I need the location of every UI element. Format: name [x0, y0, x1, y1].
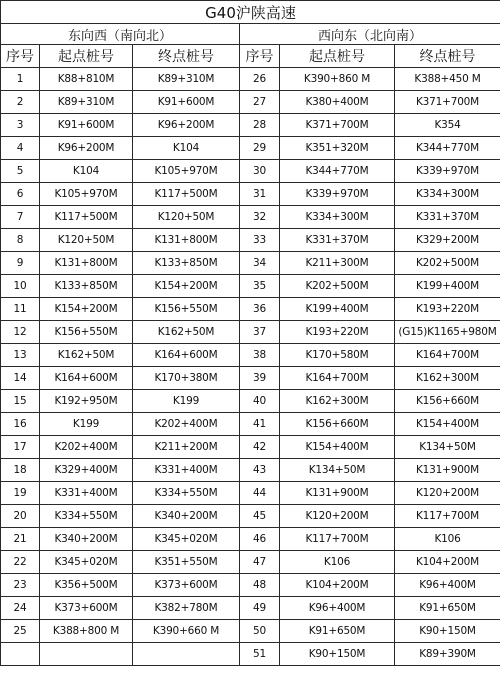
cell-index-left[interactable]: 15	[1, 390, 40, 413]
cell-start-stake-left[interactable]: K105+970M	[40, 183, 133, 206]
cell-index-left[interactable]: 12	[1, 321, 40, 344]
cell-index-left[interactable]: 13	[1, 344, 40, 367]
table-title[interactable]: G40沪陕高速	[1, 1, 500, 24]
header-end-right[interactable]: 终点桩号	[395, 45, 500, 68]
table-row	[1, 505, 500, 528]
cell-end-stake-right[interactable]: K354	[395, 114, 500, 137]
cell-end-stake-left[interactable]: K340+200M	[133, 505, 240, 528]
cell-index-left[interactable]: 18	[1, 459, 40, 482]
cell-start-stake-left[interactable]: K162+50M	[40, 344, 133, 367]
header-row	[1, 45, 500, 68]
cell-index-right[interactable]: 27	[240, 91, 280, 114]
table-row	[1, 137, 500, 160]
cell-start-stake-left[interactable]: K117+500M	[40, 206, 133, 229]
cell-index-right[interactable]: 42	[240, 436, 280, 459]
cell-start-stake-right[interactable]: K344+770M	[280, 160, 395, 183]
cell-index-right[interactable]: 40	[240, 390, 280, 413]
cell-start-stake-left[interactable]: K154+200M	[40, 298, 133, 321]
cell-start-stake-left[interactable]: K131+800M	[40, 252, 133, 275]
table-row	[1, 367, 500, 390]
cell-index-right[interactable]: 29	[240, 137, 280, 160]
cell-end-stake-right[interactable]: K90+150M	[395, 620, 500, 643]
cell-start-stake-left[interactable]: K96+200M	[40, 137, 133, 160]
cell-end-stake-right[interactable]: K334+300M	[395, 183, 500, 206]
cell-start-stake-right[interactable]: K96+400M	[280, 597, 395, 620]
cell-end-stake-left[interactable]: K162+50M	[133, 321, 240, 344]
cell-end-stake-right[interactable]: K193+220M	[395, 298, 500, 321]
cell-start-stake-left[interactable]: K133+850M	[40, 275, 133, 298]
cell-start-stake-right[interactable]: K331+370M	[280, 229, 395, 252]
cell-start-stake-left[interactable]: K373+600M	[40, 597, 133, 620]
cell-start-stake-right[interactable]: K91+650M	[280, 620, 395, 643]
cell-index-right[interactable]: 35	[240, 275, 280, 298]
cell-end-stake-left[interactable]: K120+50M	[133, 206, 240, 229]
direction-row	[1, 24, 500, 45]
cell-start-stake-left[interactable]: K192+950M	[40, 390, 133, 413]
cell-index-right[interactable]: 34	[240, 252, 280, 275]
cell-index-left[interactable]: 9	[1, 252, 40, 275]
cell-start-stake-right[interactable]: K164+700M	[280, 367, 395, 390]
cell-index-right[interactable]: 46	[240, 528, 280, 551]
header-end-left[interactable]: 终点桩号	[133, 45, 240, 68]
header-start-left[interactable]: 起点桩号	[40, 45, 133, 68]
cell-index-left[interactable]: 19	[1, 482, 40, 505]
cell-end-stake-right[interactable]: K199+400M	[395, 275, 500, 298]
cell-end-stake-right[interactable]: K117+700M	[395, 505, 500, 528]
cell-index-right[interactable]: 33	[240, 229, 280, 252]
table-row	[1, 574, 500, 597]
cell-start-stake-left[interactable]: K156+550M	[40, 321, 133, 344]
cell-end-stake-right[interactable]: K134+50M	[395, 436, 500, 459]
table-row	[1, 160, 500, 183]
cell-start-stake-right[interactable]: K117+700M	[280, 528, 395, 551]
table-row	[1, 114, 500, 137]
title-row	[1, 1, 500, 24]
cell-end-stake-right[interactable]: K202+500M	[395, 252, 500, 275]
table-row	[1, 620, 500, 643]
cell-index-right[interactable]: 41	[240, 413, 280, 436]
cell-end-stake-left[interactable]: K199	[133, 390, 240, 413]
cell-index-left[interactable]: 20	[1, 505, 40, 528]
cell-end-stake-right[interactable]: K388+450 M	[395, 68, 500, 91]
cell-end-stake-left[interactable]: K331+400M	[133, 459, 240, 482]
cell-index-right[interactable]: 37	[240, 321, 280, 344]
cell-index-right[interactable]: 50	[240, 620, 280, 643]
cell-index-right[interactable]: 36	[240, 298, 280, 321]
cell-start-stake-right[interactable]: K211+300M	[280, 252, 395, 275]
cell-index-right[interactable]: 48	[240, 574, 280, 597]
cell-end-stake-left[interactable]: K373+600M	[133, 574, 240, 597]
cell-index-right[interactable]: 43	[240, 459, 280, 482]
cell-start-stake-left[interactable]: K334+550M	[40, 505, 133, 528]
cell-index-left[interactable]: 7	[1, 206, 40, 229]
cell-start-stake-right[interactable]: K193+220M	[280, 321, 395, 344]
direction-left[interactable]: 东向西（南向北）	[1, 24, 240, 45]
cell-index-right[interactable]: 39	[240, 367, 280, 390]
cell-index-left[interactable]: 5	[1, 160, 40, 183]
cell-end-stake-left[interactable]: K154+200M	[133, 275, 240, 298]
cell-start-stake-left[interactable]: K329+400M	[40, 459, 133, 482]
cell-end-stake-left[interactable]: K164+600M	[133, 344, 240, 367]
cell-start-stake-right[interactable]: K90+150M	[280, 643, 395, 666]
table-row	[1, 206, 500, 229]
cell-index-right[interactable]: 51	[240, 643, 280, 666]
cell-index-left[interactable]	[1, 643, 40, 666]
cell-end-stake-right[interactable]: K89+390M	[395, 643, 500, 666]
table-row	[1, 183, 500, 206]
cell-start-stake-right[interactable]: K156+660M	[280, 413, 395, 436]
cell-end-stake-right[interactable]: K154+400M	[395, 413, 500, 436]
table-row	[1, 275, 500, 298]
table-row	[1, 390, 500, 413]
cell-start-stake-left[interactable]: K91+600M	[40, 114, 133, 137]
cell-start-stake-left[interactable]: K356+500M	[40, 574, 133, 597]
cell-index-left[interactable]: 10	[1, 275, 40, 298]
cell-end-stake-left[interactable]: K105+970M	[133, 160, 240, 183]
cell-end-stake-right[interactable]: K339+970M	[395, 160, 500, 183]
cell-index-left[interactable]: 14	[1, 367, 40, 390]
cell-index-right[interactable]: 38	[240, 344, 280, 367]
cell-end-stake-left[interactable]: K390+660 M	[133, 620, 240, 643]
cell-end-stake-left[interactable]: K117+500M	[133, 183, 240, 206]
cell-start-stake-right[interactable]: K339+970M	[280, 183, 395, 206]
cell-end-stake-left[interactable]	[133, 643, 240, 666]
cell-start-stake-right[interactable]: K334+300M	[280, 206, 395, 229]
header-start-right[interactable]: 起点桩号	[280, 45, 395, 68]
cell-end-stake-left[interactable]: K211+200M	[133, 436, 240, 459]
cell-index-left[interactable]: 24	[1, 597, 40, 620]
cell-index-left[interactable]: 1	[1, 68, 40, 91]
cell-end-stake-right[interactable]: K104+200M	[395, 551, 500, 574]
table-row	[1, 68, 500, 91]
cell-end-stake-right[interactable]: K162+300M	[395, 367, 500, 390]
cell-start-stake-right[interactable]: K199+400M	[280, 298, 395, 321]
table-row	[1, 229, 500, 252]
cell-end-stake-left[interactable]: K133+850M	[133, 252, 240, 275]
cell-end-stake-left[interactable]: K345+020M	[133, 528, 240, 551]
cell-index-right[interactable]: 49	[240, 597, 280, 620]
table-row	[1, 528, 500, 551]
cell-index-left[interactable]: 6	[1, 183, 40, 206]
cell-end-stake-left[interactable]: K104	[133, 137, 240, 160]
cell-start-stake-right[interactable]: K134+50M	[280, 459, 395, 482]
cell-index-left[interactable]: 25	[1, 620, 40, 643]
header-index-right[interactable]: 序号	[240, 45, 280, 68]
cell-start-stake-right[interactable]: K351+320M	[280, 137, 395, 160]
cell-start-stake-left[interactable]: K199	[40, 413, 133, 436]
table-row	[1, 252, 500, 275]
cell-index-left[interactable]: 8	[1, 229, 40, 252]
cell-index-left[interactable]: 16	[1, 413, 40, 436]
cell-end-stake-left[interactable]: K202+400M	[133, 413, 240, 436]
cell-index-left[interactable]: 21	[1, 528, 40, 551]
table-row	[1, 551, 500, 574]
cell-index-right[interactable]: 28	[240, 114, 280, 137]
cell-start-stake-left[interactable]: K345+020M	[40, 551, 133, 574]
cell-start-stake-left[interactable]: K388+800 M	[40, 620, 133, 643]
table-row	[1, 91, 500, 114]
table-row	[1, 436, 500, 459]
cell-start-stake-right[interactable]: K202+500M	[280, 275, 395, 298]
cell-start-stake-left[interactable]: K331+400M	[40, 482, 133, 505]
cell-index-left[interactable]: 4	[1, 137, 40, 160]
cell-start-stake-right[interactable]: K106	[280, 551, 395, 574]
cell-start-stake-left[interactable]: K340+200M	[40, 528, 133, 551]
cell-end-stake-left[interactable]: K96+200M	[133, 114, 240, 137]
cell-index-right[interactable]: 47	[240, 551, 280, 574]
cell-end-stake-left[interactable]: K89+310M	[133, 68, 240, 91]
cell-index-right[interactable]: 45	[240, 505, 280, 528]
cell-index-left[interactable]: 17	[1, 436, 40, 459]
cell-end-stake-left[interactable]: K382+780M	[133, 597, 240, 620]
cell-index-right[interactable]: 44	[240, 482, 280, 505]
cell-end-stake-right[interactable]: K371+700M	[395, 91, 500, 114]
cell-start-stake-left[interactable]	[40, 643, 133, 666]
cell-end-stake-right[interactable]: K120+200M	[395, 482, 500, 505]
table-row	[1, 413, 500, 436]
cell-start-stake-right[interactable]: K380+400M	[280, 91, 395, 114]
cell-start-stake-right[interactable]: K104+200M	[280, 574, 395, 597]
table-row	[1, 321, 500, 344]
cell-index-left[interactable]: 22	[1, 551, 40, 574]
cell-index-right[interactable]: 32	[240, 206, 280, 229]
cell-start-stake-left[interactable]: K202+400M	[40, 436, 133, 459]
cell-end-stake-left[interactable]: K334+550M	[133, 482, 240, 505]
cell-end-stake-right[interactable]: K96+400M	[395, 574, 500, 597]
cell-index-left[interactable]: 23	[1, 574, 40, 597]
direction-right[interactable]: 西向东（北向南）	[240, 24, 500, 45]
table-row	[1, 597, 500, 620]
cell-end-stake-left[interactable]: K156+550M	[133, 298, 240, 321]
cell-end-stake-left[interactable]: K131+800M	[133, 229, 240, 252]
cell-end-stake-right[interactable]: K91+650M	[395, 597, 500, 620]
cell-end-stake-right[interactable]: K131+900M	[395, 459, 500, 482]
cell-start-stake-right[interactable]: K120+200M	[280, 505, 395, 528]
cell-end-stake-right[interactable]: K344+770M	[395, 137, 500, 160]
cell-start-stake-right[interactable]: K154+400M	[280, 436, 395, 459]
cell-start-stake-left[interactable]: K120+50M	[40, 229, 133, 252]
table-row	[1, 298, 500, 321]
cell-index-left[interactable]: 11	[1, 298, 40, 321]
cell-start-stake-right[interactable]: K170+580M	[280, 344, 395, 367]
cell-end-stake-right[interactable]: K164+700M	[395, 344, 500, 367]
cell-start-stake-right[interactable]: K371+700M	[280, 114, 395, 137]
header-index-left[interactable]: 序号	[1, 45, 40, 68]
cell-start-stake-left[interactable]: K164+600M	[40, 367, 133, 390]
cell-end-stake-right[interactable]: K329+200M	[395, 229, 500, 252]
cell-end-stake-right[interactable]: K106	[395, 528, 500, 551]
cell-end-stake-left[interactable]: K91+600M	[133, 91, 240, 114]
cell-end-stake-left[interactable]: K170+380M	[133, 367, 240, 390]
cell-start-stake-left[interactable]: K88+810M	[40, 68, 133, 91]
cell-end-stake-right[interactable]: K331+370M	[395, 206, 500, 229]
cell-start-stake-left[interactable]: K89+310M	[40, 91, 133, 114]
cell-start-stake-left[interactable]: K104	[40, 160, 133, 183]
cell-start-stake-right[interactable]: K390+860 M	[280, 68, 395, 91]
cell-index-right[interactable]: 26	[240, 68, 280, 91]
cell-index-left[interactable]: 2	[1, 91, 40, 114]
cell-end-stake-right[interactable]: K156+660M	[395, 390, 500, 413]
cell-end-stake-right[interactable]: (G15)K1165+980M	[395, 321, 500, 344]
table-row	[1, 459, 500, 482]
table-row	[1, 643, 500, 666]
cell-start-stake-right[interactable]: K162+300M	[280, 390, 395, 413]
cell-index-left[interactable]: 3	[1, 114, 40, 137]
table-row	[1, 344, 500, 367]
cell-index-right[interactable]: 30	[240, 160, 280, 183]
cell-index-right[interactable]: 31	[240, 183, 280, 206]
cell-end-stake-left[interactable]: K351+550M	[133, 551, 240, 574]
table-row	[1, 482, 500, 505]
cell-start-stake-right[interactable]: K131+900M	[280, 482, 395, 505]
